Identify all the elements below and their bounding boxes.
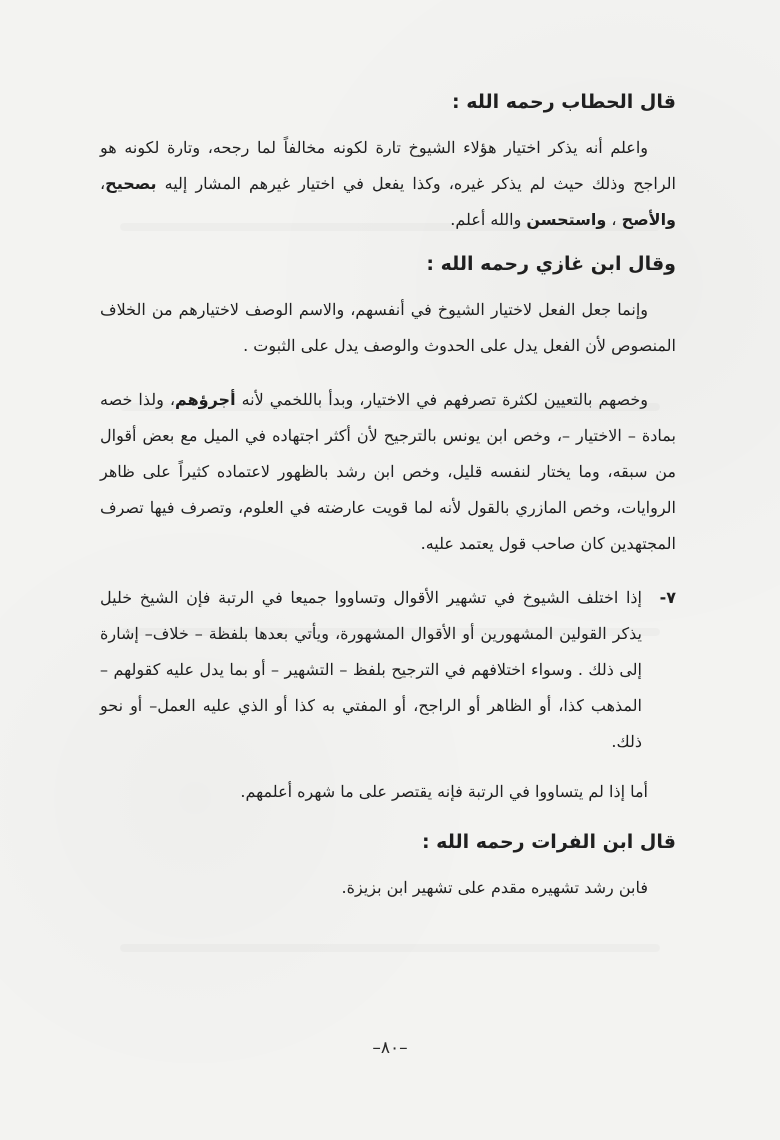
closing-text: والله أعلم. [450,210,527,229]
term-ajraohum: أجرؤهم [175,390,236,409]
followup-paragraph: أما إذا لم يتساووا في الرتبة فإنه يقتصر على ما شهره أعلمهم. [240,782,648,801]
list-number: ٧- [659,588,676,607]
list-item-text: إذا اختلف الشيوخ في تشهير الأقوال وتساووا جميعا في الرتبة فإن الشيخ خليل يذكر القولين المشهورين أو الأقوال المشهورة، ويأتي بعدها بلفظة – خلاف– إشارة إلى ذلك . وسواء اختلافهم في الترجيح بلفظ – التشهير – أو بما يدل عليه كقولهم – المذهب كذا، أو الظاهر أو الراجح، أو المفتي به كذا أو الذي عليه العمل– أو نحو ذلك. [100,588,643,751]
separator-text: ، [100,174,106,193]
scan-artifact [120,223,660,231]
term-istahsan: واستحسن [526,210,607,229]
ibn-ghazi-paragraph-1: وإنما جعل الفعل لاختيار الشيوخ في أنفسهم، والاسم الوصف لاختيارهم من الخلاف المنصوص لأن الفعل يدل على الحدوث والوصف يدل على الثبوت . [100,300,676,355]
scan-artifact [120,944,660,952]
term-sahih: بصحيح [105,174,157,193]
hattab-text-part: واعلم أنه يذكر اختيار هؤلاء الشيوخ تارة لكونه مخالفاً لما رجحه، وتارة لكونه هو الراجح وذلك حيث لم يذكر غيره، وكذا يفعل في اختيار غيرهم المشار إليه [100,138,677,193]
section-heading-hattab: قال الحطاب رحمه الله : [451,91,676,113]
scan-artifact [120,403,660,411]
ibn-al-furat-paragraph: فابن رشد تشهيره مقدم على تشهير ابن بزيزة. [341,878,648,897]
hattab-paragraph [100,130,676,238]
page-number: –٨٠– [372,1038,408,1058]
section-heading-ibn-al-furat: قال ابن الفرات رحمه الله : [421,831,676,853]
ibn-ghazi-text-part: ، ولذا خصه بمادة – الاختيار –، وخص ابن يونس بالترجيح لأن أكثر اجتهاده في الميل مع بعض أقوال من سبقه، وما يختار لنفسه قليل، وخص ابن رشد بالظهور لاعتماده كثيراً على ظاهر الروايات، وخص المازري بالقول لأنه لما قويت عارضته في العلوم، وتصرف فيها تصرف المجتهدين كان صاحب قول يعتمد عليه. [100,390,676,553]
term-asah: والأصح [621,210,676,229]
ibn-ghazi-text-part: وخصهم بالتعيين لكثرة تصرفهم في الاختيار، وبدأ باللخمي لأنه [235,390,648,409]
separator-text: ، [606,210,622,229]
section-heading-ibn-ghazi: وقال ابن غازي رحمه الله : [426,253,676,275]
numbered-item-7 [100,580,676,760]
